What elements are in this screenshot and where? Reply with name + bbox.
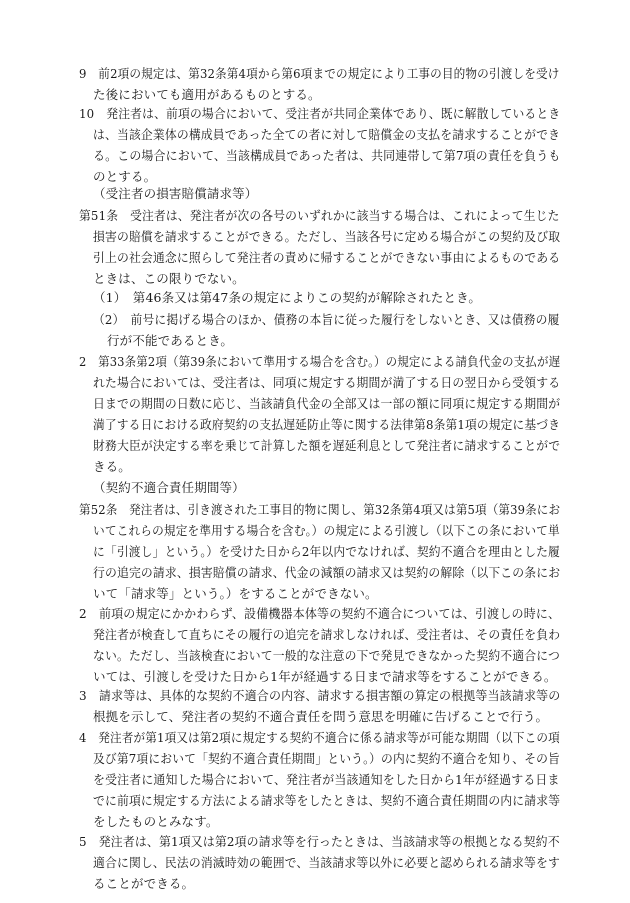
text-line: る。この場合において、当該構成員であった者は、共同連帯して第7項の責任を負うも: [93, 148, 561, 163]
text-line: いて「請求等」という。）をすることができない。: [93, 586, 378, 601]
text-line: 根拠を示して、発注者の契約不適合責任を問う意思を明確に告げることで行う。: [93, 709, 549, 724]
text-line: ることができる。: [93, 876, 195, 891]
text-line: は、当該企業体の構成員であった全ての者に対して賠償金の支払を請求することができ: [93, 127, 561, 142]
text-line: 2 前項の規定にかかわらず、設備機器本体等の契約不適合については、引渡しの時に、: [79, 606, 561, 621]
text-line: でに前項に規定する方法による請求等をしたときは、契約不適合責任期間の内に請求等: [93, 793, 561, 808]
text-line: 損害の賠償を請求することができる。ただし、当該各号に定める場合がこの契約及び取: [93, 229, 561, 244]
text-line: 行の追完の請求、損害賠償の請求、代金の減額の請求又は契約の解除（以下この条にお: [93, 565, 561, 580]
text-line: 第51条 受注者は、発注者が次の各号のいずれかに該当する場合は、これによって生じた: [79, 208, 560, 223]
text-line: 2 第33条第2項（第39条において準用する場合を含む。）の規定による請負代金の支払が遅: [79, 354, 561, 369]
text-line: 第52条 発注者は、引き渡された工事目的物に関し、第32条第4項又は第5項（第39条にお: [79, 502, 561, 517]
text-line: 行が不能であるとき。: [107, 333, 234, 348]
text-line: きる。: [93, 459, 131, 474]
text-line: （2） 前号に掲げる場合のほか、債務の本旨に従った履行をしないとき、又は債務の履: [93, 312, 560, 327]
text-line: に「引渡し」という。）を受けた日から2年以内でなければ、契約不適合を理由とした履: [93, 544, 560, 559]
text-line: 満了する日における政府契約の支払遅延防止等に関する法律第8条第1項の規定に基づき: [93, 417, 561, 432]
text-line: 適合に関し、民法の消滅時効の範囲で、当該請求等以外に必要と認められる請求等をす: [93, 855, 560, 870]
text-line: 9 前2項の規定は、第32条第4項から第6項までの規定により工事の目的物の引渡しを受け: [79, 66, 560, 81]
text-line: 引上の社会通念に照らして発注者の責めに帰することができない事由によるものである: [93, 250, 561, 265]
text-line: 10 発注者は、前項の場合において、受注者が共同企業体であり、既に解散しているとき: [79, 106, 561, 121]
text-line: （1） 第46条又は第47条の規定によりこの契約が解除されたとき。: [93, 290, 481, 305]
text-line: 5 発注者は、第1項又は第2項の請求等を行ったときは、当該請求等の根拠となる契約不: [79, 834, 560, 849]
text-line: 4 発注者が第1項又は第2項に規定する契約不適合に係る請求等が可能な期間（以下この項: [79, 730, 560, 745]
text-line: のとする。: [93, 169, 157, 184]
text-line: を受注者に通知した場合において、発注者が当該通知をした日から1年が経過する日ま: [93, 772, 560, 787]
text-line: いてこれらの規定を準用する場合を含む。）の規定による引渡し（以下この条において単: [93, 523, 560, 538]
text-line: 発注者が検査して直ちにその履行の追完を請求しなければ、受注者は、その責任を負わ: [93, 627, 561, 642]
text-line: 日までの期間の日数に応じ、当該請負代金の全部又は一部の額に同項に規定する期間が: [93, 396, 561, 411]
text-line: 及び第7項において「契約不適合責任期間」という。）の内に契約不適合を知り、その旨: [93, 751, 560, 766]
text-line: 3 請求等は、具体的な契約不適合の内容、請求する損害額の算定の根拠等当該請求等の: [79, 688, 561, 703]
text-line: れた場合においては、受注者は、同項に規定する期間が満了する日の翌日から受領する: [93, 375, 561, 390]
text-line: いては、引渡しを受けた日から1年が経過する日まで請求等をすることができる。: [93, 669, 557, 684]
text-line: 財務大臣が決定する率を乗じて計算した額を遅延利息として発注者に請求することがで: [93, 438, 561, 453]
text-line: （契約不適合責任期間等）: [93, 480, 245, 495]
text-line: ときは、この限りでない。: [93, 271, 245, 286]
text-line: （受注者の損害賠償請求等）: [93, 186, 258, 201]
text-line: た後においても適用があるものとする。: [93, 87, 321, 102]
text-line: ない。ただし、当該検査において一般的な注意の下で発見できなかった契約不適合につ: [93, 648, 560, 663]
text-line: をしたものとみなす。: [93, 814, 219, 829]
